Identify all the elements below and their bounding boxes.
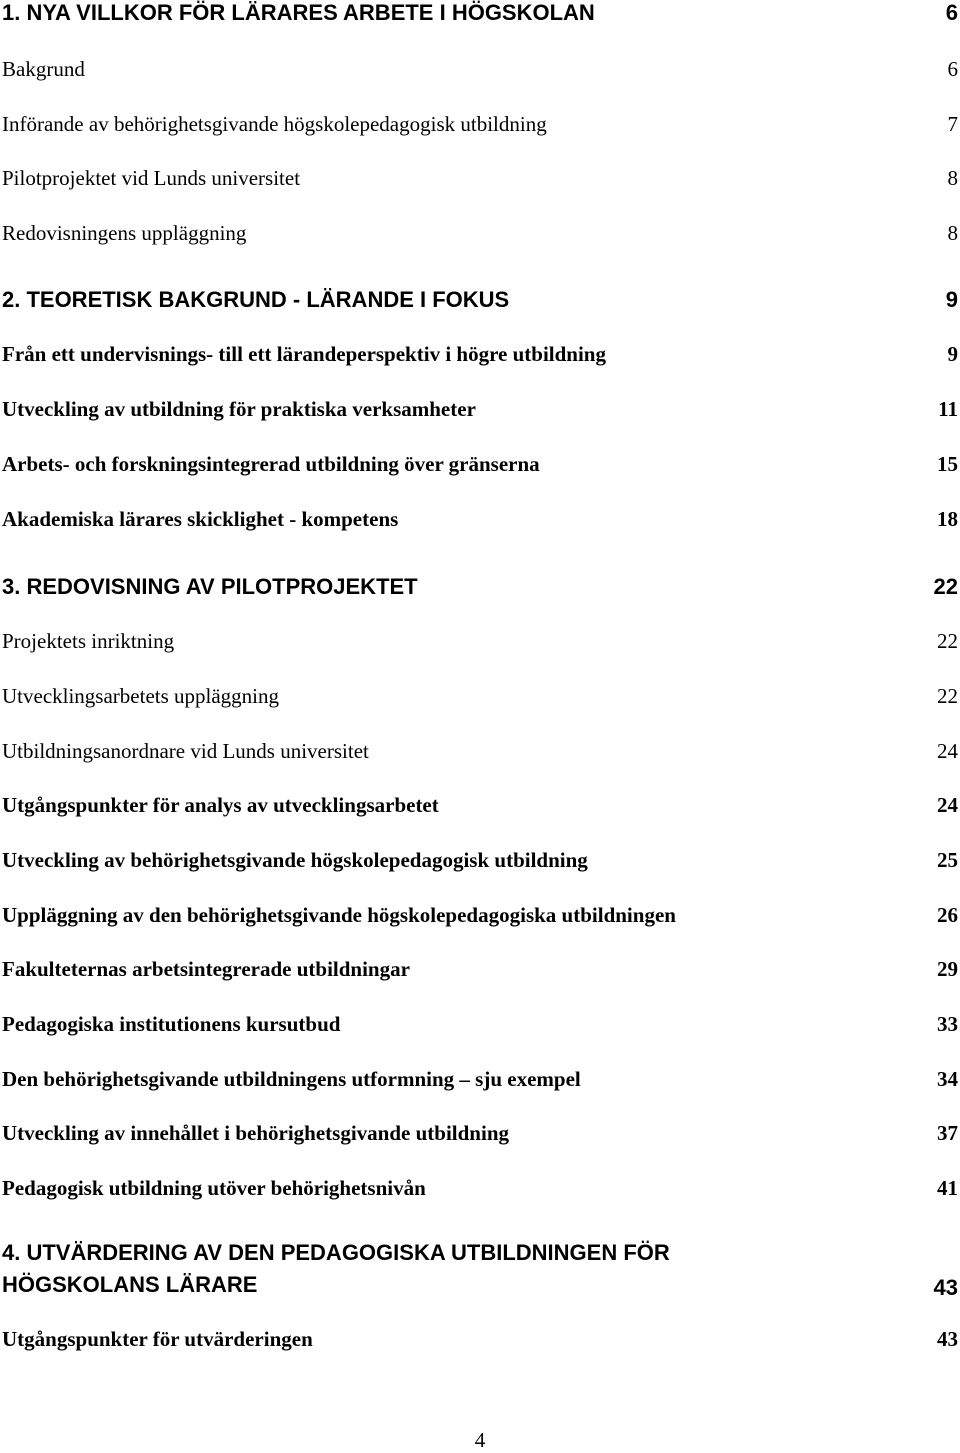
toc-entry-page: 9 <box>945 287 958 312</box>
toc-entry-title: Utgångspunkter för analys av utvecklingsarbetet <box>2 793 439 817</box>
toc-entry-page: 43 <box>933 1275 958 1300</box>
toc-entry-title: Utgångspunkter för utvärderingen <box>2 1327 313 1351</box>
toc-entry[interactable] <box>2 57 958 82</box>
toc-entry-page: 24 <box>937 793 958 817</box>
toc-entry[interactable] <box>2 1176 958 1201</box>
toc-entry[interactable] <box>2 903 958 928</box>
toc-chapter-3[interactable] <box>2 574 958 600</box>
toc-entry-page: 6 <box>947 57 958 81</box>
toc-entry-title: 2. TEORETISK BAKGRUND - LÄRANDE I FOKUS <box>2 287 510 312</box>
toc-entry-title: Redovisningens uppläggning <box>2 221 247 245</box>
toc-entry[interactable] <box>2 452 958 477</box>
toc-entry-title: Pilotprojektet vid Lunds universitet <box>2 166 301 190</box>
toc-entry[interactable] <box>2 957 958 982</box>
toc-entry-page: 43 <box>937 1327 958 1351</box>
toc-entry-page: 29 <box>937 957 958 981</box>
toc-entry[interactable] <box>2 739 958 764</box>
toc-entry-page: 7 <box>947 112 958 136</box>
toc-entry-page: 33 <box>937 1012 958 1036</box>
toc-chapter-2[interactable] <box>2 287 958 313</box>
toc-entry-title: 4. UTVÄRDERING AV DEN PEDAGOGISKA UTBILDNINGEN FÖR HÖGSKOLANS LÄRARE <box>2 1240 670 1297</box>
toc-entry[interactable] <box>2 848 958 873</box>
toc-entry[interactable] <box>2 793 958 818</box>
toc-entry-page: 26 <box>937 903 958 927</box>
toc-entry-title: Bakgrund <box>2 57 85 81</box>
page-number: 4 <box>474 1428 486 1452</box>
toc-entry-page: 9 <box>947 342 958 366</box>
toc-entry-page: 22 <box>937 684 958 708</box>
toc-entry-page: 11 <box>938 397 958 421</box>
toc-entry[interactable] <box>2 1121 958 1146</box>
toc-entry-page: 37 <box>937 1121 958 1145</box>
toc-entry-title: Utbildningsanordnare vid Lunds universitet <box>2 739 369 763</box>
toc-entry[interactable] <box>2 1012 958 1037</box>
toc-entry-page: 22 <box>933 574 958 599</box>
toc-entry[interactable] <box>2 221 958 246</box>
toc-entry-page: 24 <box>937 739 958 763</box>
toc-entry[interactable] <box>2 166 958 191</box>
toc-entry-title: 3. REDOVISNING AV PILOTPROJEKTET <box>2 574 418 599</box>
toc-entry-title: Utveckling av utbildning för praktiska verksamheter <box>2 397 476 421</box>
toc-entry-title: Från ett undervisnings- till ett lärandeperspektiv i högre utbildning <box>2 342 606 366</box>
toc-entry-title: Införande av behörighetsgivande högskolepedagogisk utbildning <box>2 112 547 136</box>
toc-chapter-4[interactable] <box>2 1237 958 1301</box>
toc-entry-title: Pedagogiska institutionens kursutbud <box>2 1012 341 1036</box>
toc-entry[interactable] <box>2 1067 958 1092</box>
toc-entry-title: Pedagogisk utbildning utöver behörighetsnivån <box>2 1176 426 1200</box>
toc-entry-title: 1. NYA VILLKOR FÖR LÄRARES ARBETE I HÖGSKOLAN <box>2 0 595 25</box>
toc-entry-page: 8 <box>947 221 958 245</box>
toc-entry-title: Den behörighetsgivande utbildningens utformning – sju exempel <box>2 1067 581 1091</box>
toc-entry-page: 41 <box>937 1176 958 1200</box>
toc-entry-title: Utveckling av innehållet i behörighetsgivande utbildning <box>2 1121 509 1145</box>
toc-entry-title: Utvecklingsarbetets uppläggning <box>2 684 280 708</box>
toc-chapter-1[interactable] <box>2 0 958 26</box>
toc-entry[interactable] <box>2 507 958 532</box>
toc-entry-page: 25 <box>937 848 958 872</box>
toc-entry-page: 6 <box>945 0 958 25</box>
toc-entry-title: Arbets- och forskningsintegrerad utbildning över gränserna <box>2 452 540 476</box>
toc-entry-page: 34 <box>937 1067 958 1091</box>
toc-entry-title: Uppläggning av den behörighetsgivande högskolepedagogiska utbildningen <box>2 903 676 927</box>
toc-entry-title: Projektets inriktning <box>2 629 175 653</box>
toc-entry[interactable] <box>2 629 958 654</box>
toc-entry-title: Utveckling av behörighetsgivande högskolepedagogisk utbildning <box>2 848 588 872</box>
toc-entry-title: Akademiska lärares skicklighet - kompetens <box>2 507 399 531</box>
toc-entry-page: 18 <box>937 507 958 531</box>
toc-entry-page: 15 <box>937 452 958 476</box>
toc-entry-page: 8 <box>947 166 958 190</box>
toc-entry[interactable] <box>2 342 958 367</box>
toc-entry[interactable] <box>2 684 958 709</box>
toc-entry[interactable] <box>2 1327 958 1352</box>
toc-entry[interactable] <box>2 397 958 422</box>
toc-entry-page: 22 <box>937 629 958 653</box>
toc-entry[interactable] <box>2 112 958 137</box>
toc-entry-title: Fakulteternas arbetsintegrerade utbildningar <box>2 957 410 981</box>
